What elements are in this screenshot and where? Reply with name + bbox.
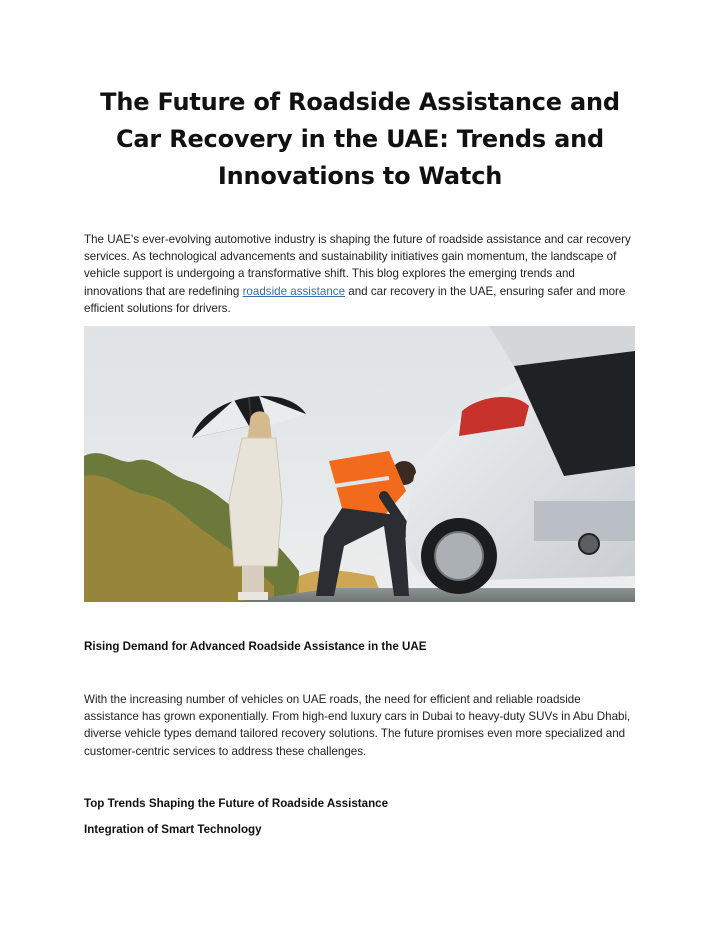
subheading-smart-technology: Integration of Smart Technology xyxy=(84,823,262,836)
section-heading-rising-demand: Rising Demand for Advanced Roadside Assistance in the UAE xyxy=(84,640,427,653)
hero-photo xyxy=(84,326,635,602)
section-heading-top-trends: Top Trends Shaping the Future of Roadside Assistance xyxy=(84,797,389,810)
rising-demand-paragraph: With the increasing number of vehicles on UAE roads, the need for efficient and reliable roadside assistance has grown exponentially. From high-end luxury cars in Dubai to heavy-duty SUVs in Abu Dhabi, diverse vehicle types demand tailored recovery solutions. The future promises even more specialized and customer-centric services to address these challenges. xyxy=(84,693,631,758)
intro-text-end: and car recovery in the UAE, ensuring safer and more efficient solutions for drivers. xyxy=(84,284,626,315)
intro-text-start: The UAE's ever-evolving automotive industry is shaping the future of roadside assistance and car recovery services. As technological advancements and sustainability initiatives gain momentum, the landscape of vehicle support is undergoing a transformative shift. This blog explores the emerging trends and innovations that are redefining xyxy=(84,233,631,298)
wheel-rim xyxy=(435,532,483,580)
roadside-assistance-link[interactable]: roadside assistance xyxy=(242,284,346,298)
page-title: The Future of Roadside Assistance and Car Recovery in the UAE: Trends and Innovations to Watch xyxy=(100,88,620,190)
woman-shoes xyxy=(238,592,268,600)
intro-paragraph xyxy=(84,231,636,317)
exhaust-pipe xyxy=(579,534,599,554)
woman-legs xyxy=(242,566,264,596)
